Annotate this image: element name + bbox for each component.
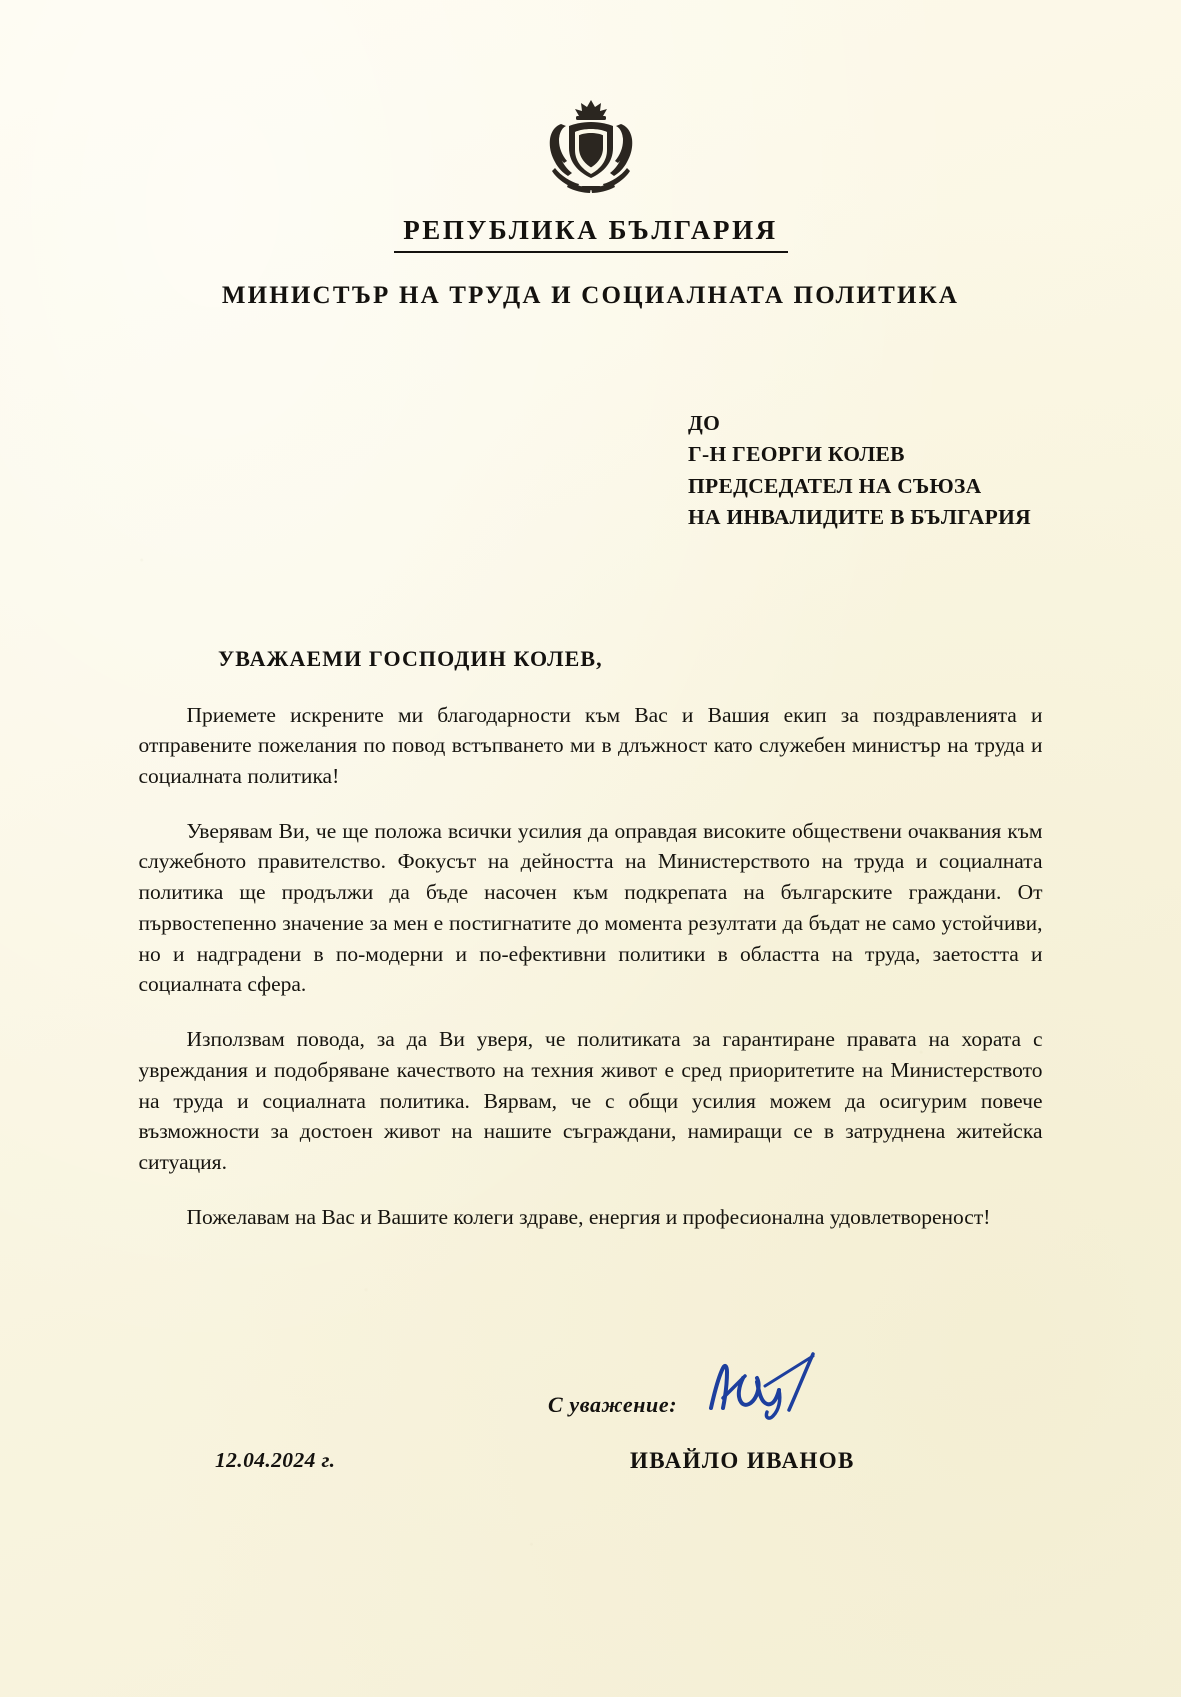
addressee-block	[688, 408, 1181, 534]
page-title: РЕПУБЛИКА БЪЛГАРИЯ	[403, 215, 778, 245]
bulgaria-coat-of-arms-icon	[531, 96, 651, 194]
salutation: УВАЖАЕМИ ГОСПОДИН КОЛЕВ,	[218, 645, 603, 671]
addressee-line-name: Г-Н ГЕОРГИ КОЛЕВ	[688, 442, 905, 467]
handwritten-signature-icon	[705, 1346, 895, 1438]
emblem-container	[0, 0, 1181, 199]
body-paragraph: Използвам повода, за да Ви уверя, че политиката за гарантиране правата на хората с увреждания и подобряване качеството на техния живот е сред приоритетите на Министерството на труда и социалната политика. Вярвам, че с общи усилия можем да осигурим повече възможности за достоен живот на нашите съграждани, намиращи се в затруднена житейска ситуация.	[138, 1027, 1043, 1175]
signature-area	[0, 1368, 1181, 1508]
closing-phrase: С уважение:	[548, 1392, 678, 1417]
addressee-line-role: ПРЕДСЕДАТЕЛ НА СЪЮЗА	[688, 473, 982, 498]
letter-body	[139, 700, 1043, 1233]
body-paragraph: Уверявам Ви, че ще положа всички усилия да оправдая високите обществени очаквания към служебното правителство. Фокусът на дейността на Министерството на труда и социалната политика ще продължи да бъде насочен към подкрепата на българските граждани. От първостепенно значение за мен е постигнатите до момента резултати да бъдат не само устойчиви, но и надградени в по-модерни и по-ефективни политики в областта на труда, заетостта и социалната сфера.	[138, 818, 1043, 997]
document-date: 12.04.2024 г.	[215, 1448, 336, 1472]
ministry-subtitle: МИНИСТЪР НА ТРУДА И СОЦИАЛНАТА ПОЛИТИКА	[221, 282, 960, 309]
addressee-line-org: НА ИНВАЛИДИТЕ В БЪЛГАРИЯ	[688, 505, 1031, 530]
addressee-line-to: ДО	[688, 411, 721, 435]
body-paragraph: Приемете искрените ми благодарности към Вас и Вашия екип за поздравленията и отправените пожелания по повод встъпването ми в длъжност като служебен министър на труда и социалната политика!	[138, 702, 1043, 788]
title-underline	[394, 251, 788, 253]
signer-name: ИВАЙЛО ИВАНОВ	[630, 1448, 855, 1473]
body-paragraph: Пожелавам на Вас и Вашите колеги здраве, енергия и професионална удовлетвореност!	[186, 1204, 991, 1229]
